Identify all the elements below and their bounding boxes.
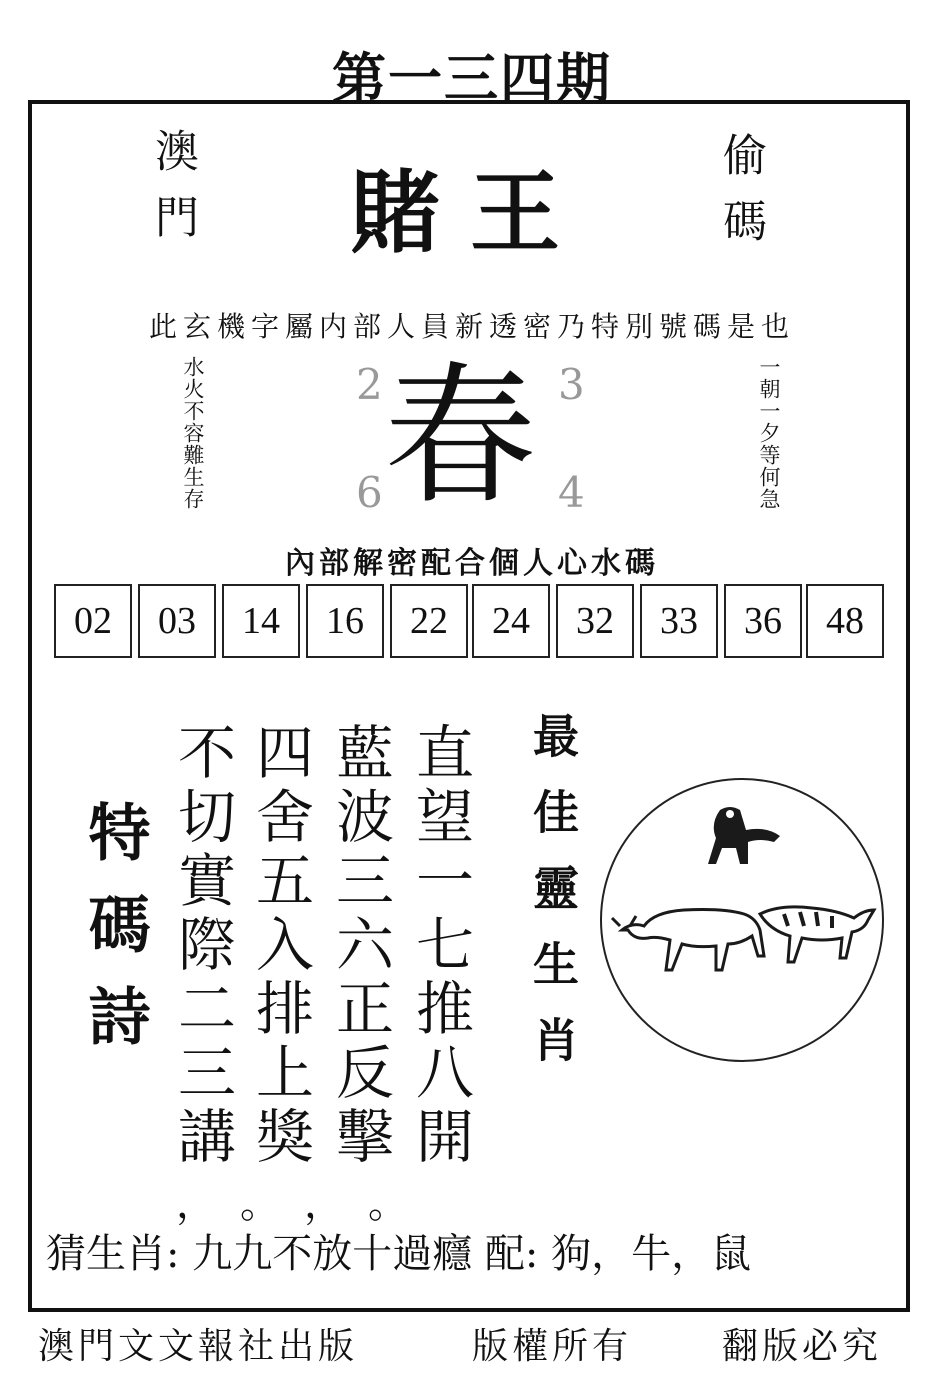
- masthead-right: 偷碼: [715, 132, 766, 264]
- footer-warning: 翻版必究: [722, 1326, 883, 1367]
- guess-match-label: 配:: [484, 1231, 539, 1277]
- number-cell: 03: [138, 584, 216, 658]
- riddle-left: 水火不容難生存: [181, 356, 205, 510]
- riddle-number: 2: [356, 360, 383, 409]
- banner-text: 此玄機字屬内部人員新透密乃特別號碼是也: [148, 310, 795, 343]
- guess-line: [46, 1222, 751, 1279]
- number-cell: 22: [390, 584, 468, 658]
- footer-copyright: 版權所有: [472, 1326, 633, 1367]
- lucky-numbers: [54, 584, 886, 660]
- poem-line: 直望一七推八開: [406, 722, 474, 1170]
- number-cell: 32: [556, 584, 634, 658]
- ox-icon: [612, 910, 764, 971]
- number-cell: 36: [724, 584, 802, 658]
- poem-label: 特碼詩: [78, 800, 151, 1076]
- poem-line: 不切實際二三講: [168, 722, 236, 1170]
- number-cell: 02: [54, 584, 132, 658]
- guess-prefix: 猜生肖:: [46, 1231, 180, 1277]
- zodiac-label: 最佳靈生肖: [526, 712, 580, 1092]
- riddle-number: 3: [558, 360, 585, 409]
- number-cell: 33: [640, 584, 718, 658]
- zodiac-circle: [600, 778, 884, 1062]
- riddle-number: 6: [356, 468, 383, 517]
- number-cell: 16: [306, 584, 384, 658]
- number-cell: 24: [472, 584, 550, 658]
- guess-riddle: 九九不放十過癮: [192, 1231, 473, 1277]
- numbers-title: 內部解密配合個人心水碼: [285, 546, 659, 581]
- poem-punctuation: ，。，。: [176, 1181, 452, 1227]
- masthead-title: 賭王: [350, 161, 590, 266]
- footer-publisher: 澳門文文報社出版: [38, 1326, 359, 1367]
- dog-icon: [708, 807, 780, 864]
- number-cell: 48: [806, 584, 884, 658]
- issue-number: 第一三四期: [332, 47, 612, 110]
- riddle-glyph: 春: [384, 348, 536, 525]
- guess-answer: 狗，牛，鼠: [551, 1231, 752, 1277]
- tiger-icon: [760, 907, 874, 962]
- poem-line: 藍波三六正反擊: [326, 722, 394, 1170]
- number-cell: 14: [222, 584, 300, 658]
- poem-line: 四舍五入排上獎: [246, 722, 314, 1170]
- riddle-number: 4: [558, 468, 585, 517]
- masthead-left: 澳門: [147, 128, 198, 260]
- riddle-right: 一朝一夕等何急: [757, 356, 781, 510]
